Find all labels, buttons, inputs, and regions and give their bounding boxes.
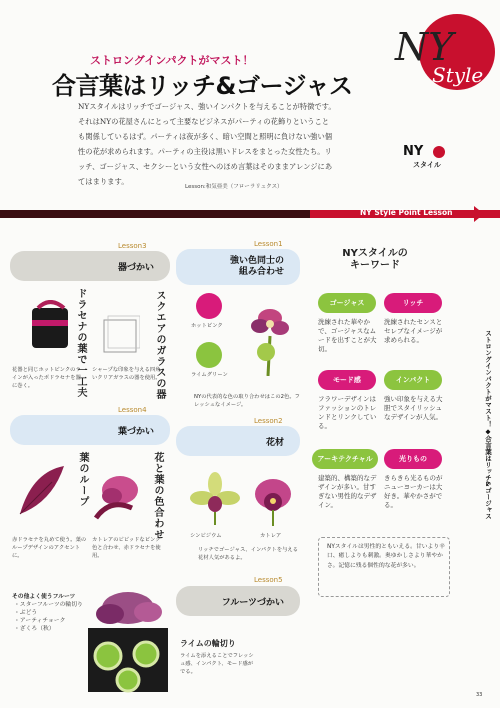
keyword-shiny-desc: きらきら光るものがニューヨーカーは大好き。華やかさがでる。 <box>384 474 443 509</box>
keyword-impact-desc: 強い印象を与える大胆でスタイリッシュなデザインが人気。 <box>384 395 443 421</box>
keyword-gorgeous: ゴージャス <box>318 293 376 313</box>
kicker: ストロングインパクトがマスト！ <box>90 54 254 67</box>
lesson3-caption2: シャープな印象を与える四角いクリアガラスの器を使用。 <box>92 367 161 381</box>
keyword-note: NYスタイルは男性的ともいえる。甘いより辛口、癒しよりも刺激。奥ゆかしさより華やかさ。記憶に残る個性的な花が多い。 <box>327 544 445 569</box>
lesson2-title: 花材 <box>265 437 284 448</box>
keywords-title-line1: NYスタイルの <box>342 248 408 259</box>
keyword-mode-desc: フラワーデザインはファッションのトレンドとリンクしている。 <box>318 395 377 430</box>
lesson2-caption: リッチでゴージャス、インパクトを与える花材人気があるよ。 <box>198 547 299 561</box>
swatch1-label: ホットピンク <box>191 323 223 329</box>
style-badge-dot <box>433 146 445 158</box>
lesson3-title: 器づかい <box>117 262 154 273</box>
page-number: 33 <box>476 692 483 698</box>
style-badge-label: NY <box>403 144 424 159</box>
keyword-gorgeous-desc: 洗練された華やかで、ゴージャスなムードを出すことが大切。 <box>318 318 377 353</box>
keyword-architectural-desc: 建築的、構築的なデザインが多い。甘すぎない男性的なデザイン。 <box>318 474 377 509</box>
lesson5-title: フルーツづかい <box>221 597 284 608</box>
cattleya-image <box>250 474 296 526</box>
pink-orchid-image <box>240 296 300 376</box>
lesson1-caption: NYの代表的な色の取り合わせはこの2色。フレッシュなイメージ。 <box>194 394 300 408</box>
lesson5-pill <box>176 586 300 616</box>
lesson3-pill <box>10 251 170 281</box>
keywords-title-line2: キーワード <box>350 260 400 271</box>
lesson4-caption2: カトレアのビビッドなピンク色と合わせ、赤ドラセナを使用。 <box>92 537 161 559</box>
lesson5-tag: Lesson5 <box>254 576 283 584</box>
band-arrow-icon <box>474 206 484 222</box>
fruit-item: ・ぶどう <box>14 610 38 616</box>
fruit-item: ・ざくろ（秋） <box>14 626 55 632</box>
style-badge-sub: スタイル <box>413 161 441 169</box>
section-band-dark <box>0 210 310 218</box>
cattleya-leaf-image <box>92 468 148 520</box>
logo-line1: NY <box>395 25 454 69</box>
lesson1-tag: Lesson1 <box>254 240 283 248</box>
lesson1-title-line1: 強い色同士の <box>229 256 284 266</box>
lesson4-tag: Lesson4 <box>118 406 147 414</box>
lesson3-vertical2: スクエアのガラスの器 <box>154 290 165 400</box>
fruit-item: ・アーティチョーク <box>14 618 66 624</box>
lesson5-caption: ライムを添えることでフレッシュ感、インパクト、モード感がでる。 <box>180 653 254 675</box>
lesson4-title: 葉づかい <box>117 426 154 437</box>
lesson5-sub: ライムの輪切り <box>180 639 236 648</box>
fruit-item: ・スターフルーツの輪切り <box>14 602 83 608</box>
lesson-credit: Lesson:和気亜美（フローラリュクス） <box>185 184 283 190</box>
keyword-rich: リッチ <box>384 293 442 313</box>
glass-vase-image <box>100 314 140 356</box>
cymbidium-image <box>190 470 240 525</box>
lesson2-pill <box>176 426 300 456</box>
intro-paragraph: NYスタイルはリッチでゴージャス、強いインパクトを与えることが特徴です。それはNYの花屋さんにとって主要なビジネスがパーティの花飾りということも関係しているはず。パーティは夜が多く、暗い空間と照明に負けない強い個性の花が求められます。パーティの主役は黒いドレスをまとった女性たち。リッチ、ゴージャス、セクシーという女性へのほめ言葉はそのままアレンジにあてはまります。 <box>78 102 336 186</box>
lesson1-title-line2: 組み合わせ <box>238 267 284 277</box>
swatch2-label: ライムグリーン <box>191 372 228 378</box>
lesson2-tag: Lesson2 <box>254 417 283 425</box>
lime-green-swatch <box>196 342 222 368</box>
leaf-loop-image <box>12 462 72 520</box>
side-running-title: ストロングインパクトがマスト！◆合言葉はリッチ&ゴージャス <box>484 330 492 520</box>
fruits-heading: その他よく使うフルーツ <box>12 594 76 600</box>
page-title: 合言葉はリッチ&ゴージャス <box>52 72 353 100</box>
keyword-rich-desc: 洗練されたセンスとセレブなイメージが求められる。 <box>384 318 443 344</box>
logo-line2: Style <box>432 63 484 87</box>
lesson4-vertical2: 花と葉の色合わせ <box>152 452 163 540</box>
keyword-architectural: アーキテクチャル <box>312 449 378 469</box>
keywords-title <box>340 248 410 272</box>
keyword-shiny: 光りもの <box>384 449 442 469</box>
lesson4-pill <box>10 415 170 445</box>
flower1-label: シンビジウム <box>190 533 222 539</box>
black-vase-image <box>28 300 72 352</box>
lesson3-tag: Lesson3 <box>118 242 147 250</box>
lime-arrangement-image <box>82 586 174 696</box>
lesson3-caption1: 花器と同じホットピンクのラインが入ったボドラセナを器に巻く。 <box>12 367 81 389</box>
lesson4-caption1: 赤ドラセナを丸めて使う。葉のループデザインのアクセントに。 <box>12 537 87 559</box>
flower2-label: カトレア <box>260 533 282 539</box>
ny-style-logo <box>387 10 497 110</box>
keyword-impact: インパクト <box>384 370 442 390</box>
lesson1-pill <box>176 249 300 285</box>
keyword-mode: モード感 <box>318 370 376 390</box>
section-band-label: NY Style Point Lesson <box>360 208 453 217</box>
lesson4-vertical1: 葉のループ <box>77 452 88 507</box>
hot-pink-swatch <box>196 293 222 319</box>
lesson3-vertical1: ドラセナの葉で一工夫 <box>75 288 86 398</box>
